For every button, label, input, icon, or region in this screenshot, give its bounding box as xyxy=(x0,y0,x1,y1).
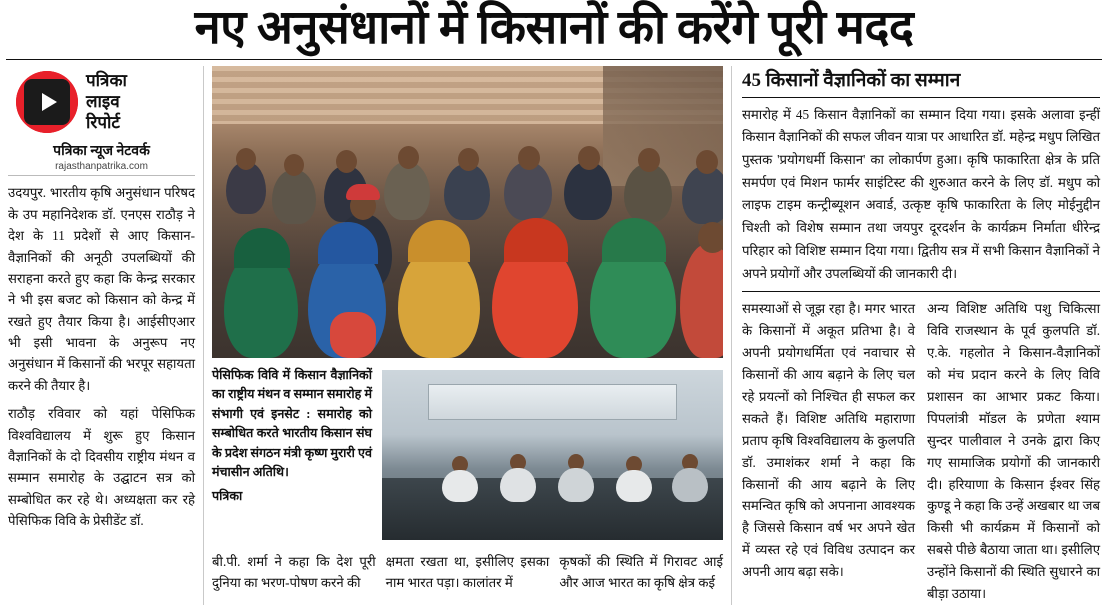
middle-col-a xyxy=(212,544,376,594)
byline-network: पत्रिका न्यूज नेटवर्क xyxy=(53,144,150,160)
logo-line-1: पत्रिका xyxy=(86,70,127,90)
logo-text xyxy=(86,70,127,134)
photo-credit: पत्रिका xyxy=(212,488,243,503)
website-url: rajasthanpatrika.com xyxy=(8,161,195,176)
middle-paragraph-a: बी.पी. शर्मा ने कहा कि देश पूरी दुनिया का भरण-पोषण करने की xyxy=(212,553,376,590)
left-paragraph-2: राठौड़ रविवार को यहां पेसिफिक विश्वविद्यालय में शुरू हुए किसान वैज्ञानिकों के दो दिवसीय राष्ट्रीय मंथन व सम्मान समारोह के उद्घाटन सत्र को सम्बोधित कर रहे थे। अध्यक्षता कर रहे पेसिफिक विवि के प्रेसीडेंट डॉ. xyxy=(8,406,195,528)
audience-photo xyxy=(212,66,723,358)
left-column xyxy=(8,66,204,605)
middle-caption-and-photo xyxy=(212,362,723,540)
lead-paragraph: उदयपुर. भारतीय कृषि अनुसंधान परिषद के उप महानिदेशक डॉ. एनएस राठौड़ ने देश के 11 प्रदेशों से आए किसान-वैज्ञानिकों की अनूठी उपलब्धियों की सराहना करते हुए कहा कि केन्द्र सरकार ने भी इस बजट को किसान को केन्द्र में रखते हुए तैयार किया है। आईसीएआर भी इसी भावना के अनुरूप नए अनुसंधान में किसानों की भरपूर सहायता करने की तैयार है। xyxy=(8,185,195,393)
right-text-columns xyxy=(742,298,1100,605)
right-col-left: समस्याओं से जूझ रहा है। मगर भारत के किसानों में अकूत प्रतिभा है। वे अपनी प्रयोगधर्मिता एवं नवाचार से किसानों की आय बढ़ाने के लिए चल रहे प्रयत्नों को निश्चित ही सफल कर सकते हैं। विशिष्ट अतिथि महाराणा प्रताप कृषि विश्वविद्यालय के कुलपति डॉ. उमाशंकर शर्मा ने कहा कि किसानों की आय बढ़ाने के लिए समन्वित कृषि को अपनाना आवश्यक है जिससे किसान वर्ष भर अपने खेत में व्यस्त रहे एवं विविध उत्पादन कर अपनी आय बढ़ा सके। xyxy=(742,301,915,580)
right-column xyxy=(731,66,1100,605)
middle-text-columns xyxy=(212,544,723,594)
logo-line-3: रिपोर्ट xyxy=(86,113,120,133)
patrika-live-report-logo xyxy=(8,66,195,136)
headline-section xyxy=(0,0,1108,55)
middle-column xyxy=(204,66,731,605)
page-title: नए अनुसंधानों में किसानों की करेंगे पूरी मदद xyxy=(194,2,914,54)
right-lead-paragraph: समारोह में 45 किसान वैज्ञानिकों का सम्मान दिया गया। इसके अलावा इन्हीं किसान वैज्ञानिकों की सफल जीवन यात्रा पर आधारित डॉ. महेन्द्र मधुप लिखित पुस्तक 'प्रयोगधर्मी किसान' का लोकार्पण हुआ। कृषि फाकारिता क्षेत्र के प्रति समर्पण एवं मिशन फार्मर साइंटिस्ट की शुरुआत करने के लिए डॉ. मधुप को लाइफ टाइम कन्ट्रीब्यूशन अवार्ड, उत्कृष्ट कृषि फाकारिता के लिए मोईनुद्दीन चिश्ती को विशेष सम्मान तथा जयपुर दूरदर्शन के कार्यक्रम निर्माता धीरेन्द्र परिहार को विशिष्ट सम्मान दिया गया। द्वितीय सत्र में सभी किसान वैज्ञानिकों ने अपने प्रयोगों और उपलब्धियों की जानकारी दी। xyxy=(742,104,1100,293)
middle-paragraph-b: क्षमता रखता था, इसीलिए इसका नाम भारत पड़ा। कालांतर में xyxy=(385,553,550,590)
stage-photo xyxy=(382,370,723,540)
article-body xyxy=(0,60,1108,605)
caption-column xyxy=(212,362,372,540)
photo-caption: पेसिफिक विवि में किसान वैज्ञानिकों का राष्ट्रीय मंथन व सम्मान समारोह में संभागी एवं इनसेट : समारोह को सम्बोधित करते भारतीय किसान संघ के प्रदेश संगठन मंत्री कृष्ण मुरारी एवं मंचासीन अतिथि। xyxy=(212,367,372,480)
sub-headline: 45 किसानों वैज्ञानिकों का सम्मान xyxy=(742,66,1100,98)
play-button-icon xyxy=(16,71,78,133)
middle-col-b xyxy=(386,544,550,594)
middle-col-c xyxy=(559,544,723,594)
right-col-right: अन्य विशिष्ट अतिथि पशु चिकित्सा विवि राजस्थान के पूर्व कुलपति डॉ. ए.के. गहलोत ने किसान-वैज्ञानिकों को मंच प्रदान करने के लिए विवि प्रशासन का आभार प्रकट किया। पिपलांत्री मॉडल के प्रणेता श्याम सुन्दर पालीवाल ने उनके द्वारा किए गए सामाजिक प्रयोगों की जानकारी दी। हरियाणा के किसान ईश्वर सिंह कुण्डू ने कहा कि उन्हें अखबार था जब किसी भी कार्यक्रम में किसानों को सबसे पीछे बैठाया जाता था। इसीलिए उन्होंने किसानों की स्थिति सुधारने का बीड़ा उठाया। xyxy=(927,301,1100,602)
logo-line-2: लाइव xyxy=(86,91,120,111)
stage-photo-wrap xyxy=(382,362,723,540)
middle-paragraph-c: कृषकों की स्थिति में गिरावट आई और आज भारत का कृषि क्षेत्र कई xyxy=(559,553,724,590)
